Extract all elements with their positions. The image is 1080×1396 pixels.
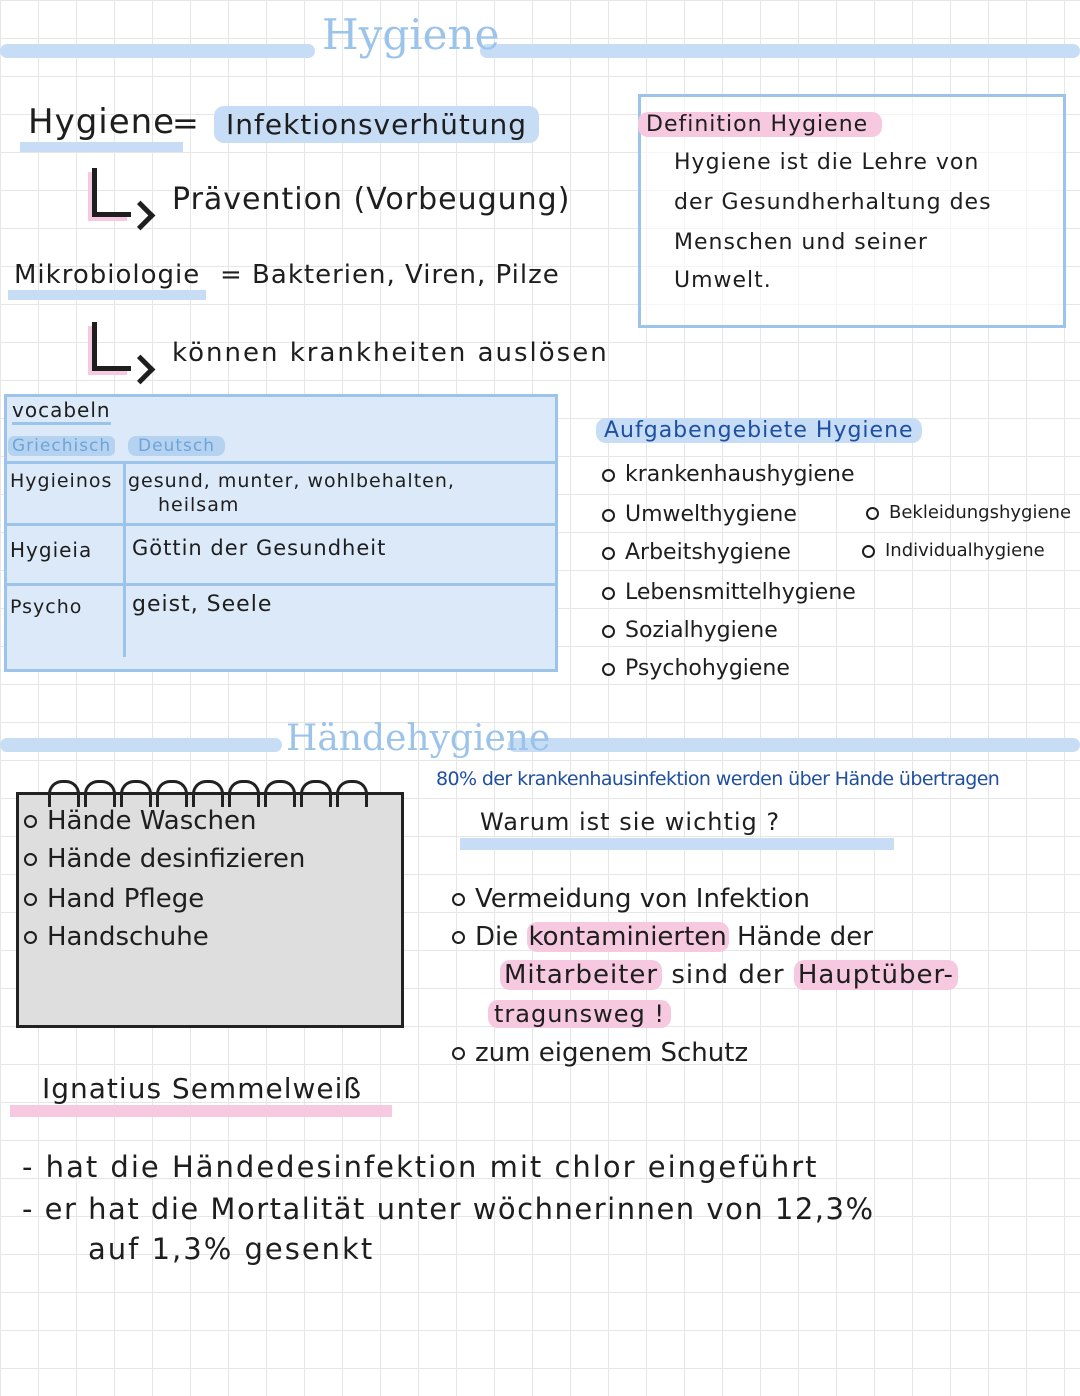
list-item: [452, 1038, 748, 1068]
list-item: [602, 502, 797, 527]
micro-term: Mikrobiologie: [8, 260, 206, 300]
bullet-circle-icon: [602, 625, 615, 638]
task-label: Individualhygiene: [885, 540, 1045, 561]
hygiene-definition: Infektionsverhütung: [214, 106, 539, 143]
vocab-col-german: Deutsch: [128, 436, 225, 456]
list-item: [24, 806, 257, 836]
table-divider: [7, 583, 555, 586]
task-label: Arbeitshygiene: [625, 540, 791, 565]
section-title: Händehygiene: [286, 718, 551, 759]
list-item: [602, 540, 791, 565]
list-item: [452, 884, 810, 914]
task-label: Lebensmittelhygiene: [625, 580, 856, 605]
why-item-highlight: Hauptüber-: [794, 960, 958, 990]
bullet-circle-icon: [602, 547, 615, 560]
task-label: Psychohygiene: [625, 656, 790, 681]
list-item: [602, 656, 790, 681]
task-label: Umwelthygiene: [625, 502, 797, 527]
bullet-circle-icon: [602, 663, 615, 676]
vocab-greek-cell: Hygieia: [10, 538, 93, 562]
spiral-binding-icon: [48, 780, 80, 807]
why-item-label: zum eigenem Schutz: [475, 1038, 749, 1068]
definition-line: Umwelt.: [674, 268, 772, 293]
vocab-german-cell: gesund, munter, wohlbehalten,: [128, 470, 455, 492]
bullet-circle-icon: [24, 853, 37, 866]
table-divider: [7, 523, 555, 526]
list-item: [602, 580, 856, 605]
hands-item-label: Handschuhe: [47, 922, 209, 952]
bullet-circle-icon: [602, 469, 615, 482]
why-item-label: Die: [475, 922, 519, 952]
why-item-label: Hände der: [737, 922, 873, 952]
task-label: krankenhaushygiene: [625, 462, 855, 487]
vocab-greek-cell: Hygieinos: [10, 470, 113, 492]
list-item: [602, 618, 778, 643]
micro-effect-text: können krankheiten auslösen: [172, 338, 609, 368]
hands-item-label: Hände desinfizieren: [47, 844, 306, 874]
why-item-highlight: kontaminierten: [528, 922, 727, 952]
why-item-label: Vermeidung von Infektion: [475, 884, 810, 914]
hands-item-label: Hand Pflege: [47, 884, 205, 914]
bullet-circle-icon: [24, 893, 37, 906]
spiral-binding-icon: [264, 780, 296, 807]
spiral-binding-icon: [300, 780, 332, 807]
definition-line: Hygiene ist die Lehre von: [674, 150, 980, 175]
equals-sign: =: [172, 104, 200, 142]
semmelweis-line: auf 1,3% gesenkt: [88, 1232, 375, 1266]
spiral-binding-icon: [336, 780, 368, 807]
definition-line: Menschen und seiner: [674, 230, 928, 255]
vocab-col-greek: Griechisch: [8, 436, 115, 456]
bullet-circle-icon: [24, 931, 37, 944]
vocab-german-cell: heilsam: [158, 494, 240, 516]
why-item-highlight: tragunsweg !: [488, 1000, 671, 1028]
hands-item-label: Hände Waschen: [47, 806, 257, 836]
bullet-circle-icon: [24, 815, 37, 828]
arrow-right-icon: [92, 168, 131, 217]
list-item: [24, 922, 209, 952]
why-question: Warum ist sie wichtig ?: [460, 808, 894, 850]
spiral-binding-icon: [228, 780, 260, 807]
spiral-binding-icon: [120, 780, 152, 807]
arrow-right-icon: [92, 322, 131, 371]
spiral-binding-icon: [156, 780, 188, 807]
table-divider: [7, 461, 555, 464]
semmelweis-line: - hat die Händedesinfektion mit chlor eingeführt: [22, 1150, 819, 1184]
bullet-circle-icon: [452, 893, 465, 906]
micro-definition: = Bakterien, Viren, Pilze: [220, 260, 560, 290]
definition-line: der Gesundherhaltung des: [674, 190, 992, 215]
stat-note: 80% der krankenhausinfektion werden über Hände übertragen: [436, 768, 1000, 790]
title-bar-right: [480, 44, 1080, 58]
bullet-circle-icon: [866, 507, 879, 520]
bullet-circle-icon: [862, 545, 875, 558]
definition-heading: Definition Hygiene: [638, 112, 882, 137]
title-bar-right: [508, 738, 1080, 752]
vocab-greek-cell: Psycho: [10, 596, 83, 618]
hygiene-term: Hygiene: [20, 102, 183, 152]
why-item-highlight: Mitarbeiter: [500, 960, 662, 990]
list-item: [602, 462, 855, 487]
bullet-circle-icon: [602, 509, 615, 522]
bullet-circle-icon: [452, 931, 465, 944]
why-item-continued: [500, 960, 958, 990]
list-item: [452, 922, 873, 952]
title-bar-left: [0, 738, 282, 752]
page-title: Hygiene: [322, 10, 500, 59]
vocab-german-cell: Göttin der Gesundheit: [132, 536, 387, 560]
task-label: Sozialhygiene: [625, 618, 778, 643]
semmelweis-line: - er hat die Mortalität unter wöchnerinnen von 12,3%: [22, 1192, 875, 1226]
list-item: [24, 884, 204, 914]
table-divider: [123, 463, 126, 657]
why-item-label: sind der: [671, 960, 785, 990]
prevention-text: Prävention (Vorbeugung): [172, 182, 571, 217]
title-bar-left: [0, 44, 315, 58]
list-item: [866, 502, 1071, 523]
list-item: [24, 844, 305, 874]
task-label: Bekleidungshygiene: [889, 502, 1072, 523]
spiral-binding-icon: [84, 780, 116, 807]
bullet-circle-icon: [452, 1047, 465, 1060]
vocab-german-cell: geist, Seele: [132, 592, 273, 617]
list-item: [862, 540, 1045, 561]
vocab-title: vocabeln: [12, 398, 111, 425]
bullet-circle-icon: [602, 587, 615, 600]
tasks-heading: Aufgabengebiete Hygiene: [596, 418, 922, 443]
semmelweis-name: Ignatius Semmelweiß: [10, 1072, 392, 1117]
spiral-binding-icon: [192, 780, 224, 807]
